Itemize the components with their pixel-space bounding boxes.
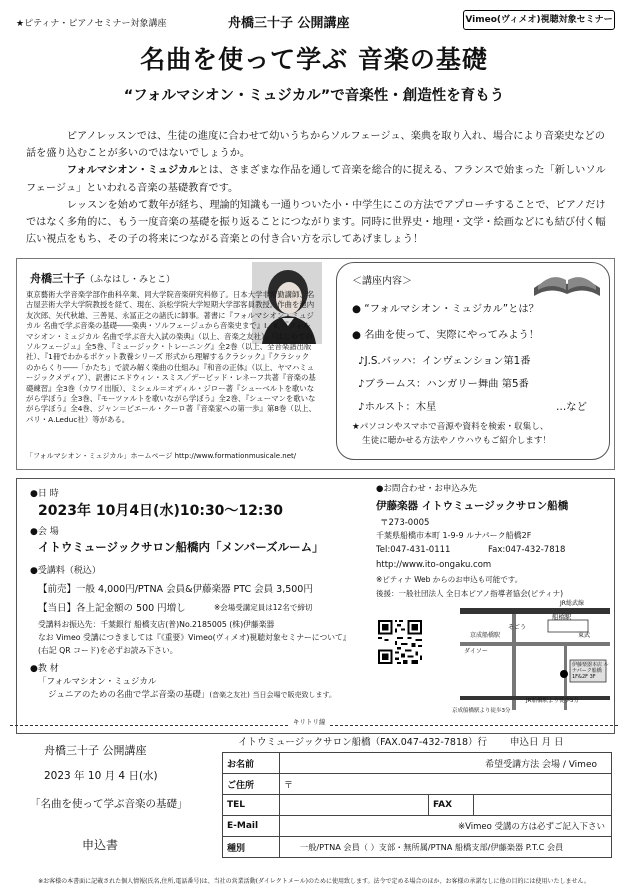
contact-company: 伊藤楽器 イトウミュージックサロン船橋 (376, 500, 569, 512)
course-note-1: ★パソコンやスマホで音源や資料を検索・収集し、 (352, 422, 549, 432)
capacity-note: ※会場受講定員は12名で締切 (214, 603, 313, 612)
textbook-title-2: ジュニアのための名曲で学ぶ音楽の基礎」(音楽之友社) 当日会場で販売致します。 (48, 690, 336, 700)
date-label: ●日 時 (30, 489, 59, 499)
event-venue: イトウミュージックサロン船橋内「メンバーズルーム」 (38, 540, 324, 554)
event-date: 2023年 10月4日(水)10:30～12:30 (38, 503, 283, 519)
name-label: お名前 (223, 753, 280, 774)
fax-destination: イトウミュージックサロン船橋（FAX.047-432-7818）行 (238, 737, 488, 748)
application-date: 申込日 月 日 (510, 737, 564, 748)
qr-code-icon[interactable] (378, 620, 422, 664)
fee-advance: 【前売】一般 4,000円/PTNA 会員&伊藤楽器 PTC 会員 3,500円 (38, 584, 313, 595)
fax-field[interactable] (474, 795, 612, 816)
piece-1: ♪J.S.バッハ：インヴェンション第1番 (358, 355, 531, 367)
type-label: 種別 (223, 837, 280, 858)
fax-label: FAX (429, 795, 474, 816)
map-keisei: 京成船橋駅 (470, 632, 501, 639)
course-item-1: ● “フォルマシオン・ミュジカル”とは？ (352, 303, 539, 315)
bank-info: 受講料お振込先：千葉銀行 船橋支店(普)No.2185005 (株)伊藤楽器 (38, 620, 275, 629)
piece-3: ♪ホルスト：木星 (358, 401, 437, 413)
header-note: ★ピティナ・ピアノセミナー対象講座 (16, 19, 167, 29)
lecture-label: 舟橋三十子 公開講座 (228, 16, 350, 31)
contact-label: ●お問合わせ・お申込み先 (376, 484, 477, 494)
open-book-icon (530, 262, 604, 300)
contact-fax: Fax:047-432-7818 (488, 545, 566, 555)
tel-field[interactable] (280, 795, 429, 816)
map-daiso: ダイソー (464, 648, 488, 655)
form-date: 2023 年 10 月 4 日(水) (44, 770, 158, 782)
address-label: ご住所 (223, 774, 280, 795)
vimeo-badge: Vimeo(ヴィメオ)視聴対象セミナー (463, 10, 615, 30)
vimeo-note-1: なお Vimeo 受講につきましては『《重要》Vimeo(ヴィメオ)視聴対象セミナーについて』 (38, 633, 351, 642)
privacy-note: ※お客様の本書面に記載された個人情報(氏名,住所,電話番号)は、当社の営業活動(ダイレクトメール)のために使用致します。法令で定める場合のほか、お客様の承諾なしに他の目的には使用いたしません。 (38, 878, 590, 885)
application-form (222, 752, 612, 858)
contact-address: 千葉県船橋市本町 1-9-9 ルナパーク船橋2F (376, 531, 532, 540)
sponsor: 後援：一般社団法人 全日本ピアノ指導者協会(ピティナ) (376, 589, 564, 598)
type-field[interactable]: 一般/PTNA 会員（ ）支部・無所属/PTNA 船橋支部/伊藤楽器 P.T.C 会員 (280, 837, 612, 858)
form-title: 「名曲を使って学ぶ音楽の基礎」 (30, 798, 188, 810)
piece-2: ♪ブラームス：ハンガリー舞曲 第5番 (358, 378, 529, 390)
page-subtitle: “フォルマシオン・ミュジカル”で音楽性・創造性を育もう (123, 88, 505, 104)
map-jr-line: JR総武線 (560, 600, 584, 607)
map-marker-label: 伊藤楽器本店 ルナパーク船橋 1F&2F 3F (572, 662, 609, 680)
intro-bold-term: フォルマシオン・ミュジカル (66, 165, 199, 177)
form-lecture: 舟橋三十子 公開講座 (44, 744, 147, 757)
textbook-label: ●教 材 (30, 664, 59, 674)
lecturer-name: 舟橋三十子（ふなはし・みとこ） (30, 272, 176, 285)
homepage-link[interactable]: 「フォルマシオン・ミュジカル」ホームページ http://www.formationmusicale.net/ (26, 452, 297, 460)
contact-web[interactable]: http://www.ito-ongaku.com (376, 560, 492, 570)
course-item-2: ● 名曲を使って、実際にやってみよう！ (352, 329, 540, 341)
fee-day: 【当日】各上記金額の 500 円増し (38, 603, 186, 614)
textbook-title-1: 「フォルマシオン・ミュジカル (38, 677, 157, 687)
map-sogo: そごう (508, 624, 527, 631)
contact-postal: 〒273-0005 (380, 518, 430, 528)
page-title: 名曲を使って学ぶ 音楽の基礎 (140, 45, 488, 74)
lecturer-bio: 東京藝術大学音楽学部作曲科卒業、同大学院音楽研究科修了。日本大学非常勤講師、名古屋芸術大学大学院教授を経て、現在、浜松学院大学短期大学部客員教授。作曲を池内友次郎、矢代秋雄、三善晃、永冨正之の諸氏に師事。著書に『フォルマシオン・ミュジカル 名曲で学ぶ音楽の基礎――楽典・ソルフェージュから音楽史まで』Ⅰ、Ⅱ、『フォルマシオン・ミュジカル 名曲で学ぶ音大入試の楽典』（以上、音楽之友社）、『はじめてのソルフェージュ』全5巻、『ミュージック・トレーニング』全2巻（以上、全音楽譜出版社）、『1冊でわかるポケット教養シリーズ 形式から理解するクラシック』『クラシックのからくり――「かたち」で読み解く楽曲の仕組み』『和音の正体』（以上、ヤマハミュージックメディア）、訳書にエドウィン・スミス／デービッド・レネーフ共著『音楽の基礎練習』全3巻（カワイ出版）、ミシェル＝オディル・ジロー著『シューベルトを歌いながら学ぼう』全3巻、『モーツァルトを歌いながら学ぼう』全2巻、『シューマンを歌いながら学ぼう』全4巻、ジャン＝ピエール・クーロ著『音楽家への第一歩』第8巻（以上、パリ・A.Leduc社）等がある。 (26, 290, 316, 424)
course-note-2: 生徒に聴かせる方法やノウハウもご紹介します！ (362, 436, 552, 446)
intro-paragraph-1: ピアノレッスンでは、生徒の進度に合わせて幼いうちからソルフェージュ、楽典を取り入れ、場合により音楽史などの話を盛り込むことが多いのではないでしょうか。 (26, 131, 605, 160)
fee-label: ●受講料（税込） (30, 566, 101, 576)
intro-paragraph-3: レッスンを始めて数年が経ち、理論的知識も一通りついた小・中学生にこの方法でアプローチすることで、ピアノだけではなく多角的に、もう一度音楽の基礎を振り返ることにつながります。同時に世界史・地理・文学・絵画などにも結び付く幅広い視点をもち、その子の将来につながる音楽との付き合い方を示してあげましょう！ (26, 199, 606, 246)
venue-label: ●会 場 (30, 527, 59, 537)
map-tobu: 東武 (578, 632, 591, 639)
vimeo-note-2: (右記 QR コード)を必ずお読み下さい。 (38, 646, 178, 655)
map-walk-jr: JR船橋駅より徒歩5分 (526, 698, 579, 704)
email-field[interactable]: ※Vimeo 受講の方は必ずご記入下さい (280, 816, 612, 837)
intro-text (26, 128, 608, 248)
contact-tel: Tel:047-431-0111 (376, 545, 451, 555)
cut-line-label: キリトリ線 (290, 717, 329, 726)
tel-label: TEL (223, 795, 280, 816)
address-field[interactable]: 〒 (280, 774, 612, 795)
course-title: ＜講座内容＞ (352, 276, 412, 287)
piece-etc: …など (556, 401, 587, 413)
map-walk-keisei: 京成船橋駅より徒歩3分 (452, 708, 511, 714)
access-map (452, 600, 612, 710)
intro-paragraph-2: フォルマシオン・ミュジカルとは、さまざまな作品を通して音楽を総合的に捉える、フランスで始まった「新しいソルフェージュ」といわれる音楽の基礎教育です。 (26, 165, 606, 194)
web-apply-note: ※ピティナ Web からのお申込も可能です。 (376, 575, 523, 584)
name-field[interactable]: 希望受講方法 会場 / Vimeo (280, 753, 612, 774)
form-heading: 申込書 (82, 838, 119, 852)
email-label: E-Mail (223, 816, 280, 837)
map-station: 船橋駅 (552, 613, 572, 621)
